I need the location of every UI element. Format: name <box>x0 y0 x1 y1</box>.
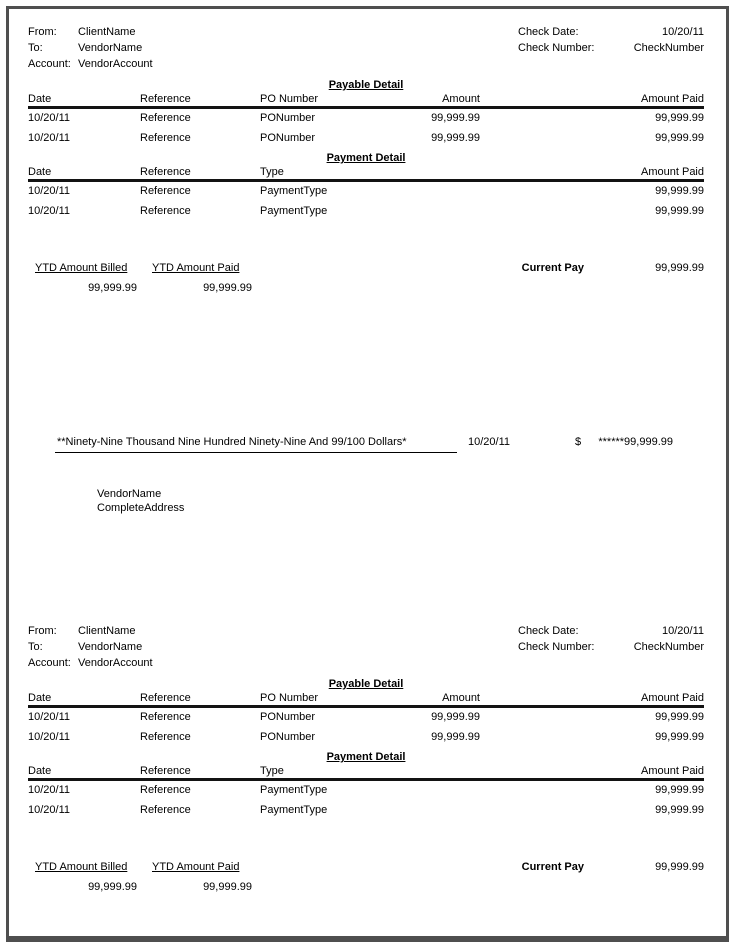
payment-col-header-date: Date <box>28 166 52 178</box>
payable-col-header-reference: Reference <box>140 93 191 105</box>
payment-cell-date: 10/20/11 <box>28 205 71 217</box>
payee-block <box>97 487 184 515</box>
current-pay-label: Current Pay <box>521 861 584 873</box>
spacer-cell <box>380 205 480 222</box>
payable-cell-reference: Reference <box>140 731 191 743</box>
to-row <box>28 641 704 657</box>
ytd-amount-billed-label: YTD Amount Billed <box>35 262 128 274</box>
stub-header-info <box>28 20 704 74</box>
ytd-amount-billed-value: 99,999.99 <box>88 282 137 294</box>
check-number-row <box>518 42 704 58</box>
ytd-amount-paid-value: 99,999.99 <box>203 881 252 893</box>
amount-in-words: **Ninety-Nine Thousand Nine Hundred Ninety-Nine And 99/100 Dollars* <box>55 436 457 453</box>
payable-col-header-reference: Reference <box>140 692 191 704</box>
from-label: From: <box>28 625 57 637</box>
check-date-label: Check Date: <box>518 26 579 38</box>
account-row <box>28 58 704 74</box>
stub-header-info <box>28 619 704 673</box>
payable-cell-amount: 99,999.99 <box>431 711 480 723</box>
payment-row <box>28 202 704 222</box>
payment-row <box>28 781 704 801</box>
payable-cell-po-number: PONumber <box>260 132 316 144</box>
check-number-value: CheckNumber <box>633 42 704 54</box>
payable-cell-po-number: PONumber <box>260 731 316 743</box>
payable-cell-reference: Reference <box>140 711 191 723</box>
client-name: ClientName <box>78 26 136 38</box>
check-date-row <box>518 26 704 42</box>
payment-cell-reference: Reference <box>140 205 191 217</box>
payment-col-header-type: Type <box>260 166 284 178</box>
ytd-amount-paid-label: YTD Amount Paid <box>152 262 240 274</box>
payable-col-header-amount-paid: Amount Paid <box>641 93 704 105</box>
payment-cell-type: PaymentType <box>260 185 328 197</box>
check-body <box>28 430 704 540</box>
ytd-values-row <box>28 282 704 295</box>
payment-cell-amount-paid: 99,999.99 <box>655 804 704 816</box>
check-number-value: CheckNumber <box>633 641 704 653</box>
payment-cell-amount-paid: 99,999.99 <box>655 185 704 197</box>
payable-cell-date: 10/20/11 <box>28 711 71 723</box>
payable-col-header-po-number: PO Number <box>260 93 319 105</box>
payment-col-header-reference: Reference <box>140 166 191 178</box>
check-date-value: 10/20/11 <box>661 625 704 637</box>
payable-cell-amount: 99,999.99 <box>431 112 480 124</box>
remittance-stub-top <box>9 20 726 295</box>
payment-cell-amount-paid: 99,999.99 <box>655 784 704 796</box>
payable-row <box>28 109 704 129</box>
payable-cell-amount: 99,999.99 <box>431 132 480 144</box>
account-row <box>28 657 704 673</box>
payment-col-header-type: Type <box>260 765 284 777</box>
ytd-values-row <box>28 881 704 894</box>
payable-cell-reference: Reference <box>140 112 191 124</box>
payment-cell-reference: Reference <box>140 185 191 197</box>
to-label: To: <box>28 42 43 54</box>
vendor-account: VendorAccount <box>78 58 153 70</box>
payment-cell-date: 10/20/11 <box>28 185 71 197</box>
check-date-value: 10/20/11 <box>661 26 704 38</box>
payment-cell-amount-paid: 99,999.99 <box>655 205 704 217</box>
spacer-cell <box>380 185 480 202</box>
payable-cell-amount-paid: 99,999.99 <box>655 112 704 124</box>
ytd-amount-paid-value: 99,999.99 <box>203 282 252 294</box>
payee-name: VendorName <box>97 488 162 500</box>
payable-col-header-amount-paid: Amount Paid <box>641 692 704 704</box>
payable-col-header-amount: Amount <box>442 93 480 105</box>
payment-cell-type: PaymentType <box>260 804 328 816</box>
spacer-cell <box>380 765 480 778</box>
payable-cell-amount: 99,999.99 <box>431 731 480 743</box>
payment-cell-reference: Reference <box>140 784 191 796</box>
payable-cell-po-number: PONumber <box>260 112 316 124</box>
payee-address: CompleteAddress <box>97 502 185 514</box>
payable-cell-date: 10/20/11 <box>28 132 71 144</box>
ytd-summary-row <box>28 861 704 875</box>
payable-cell-po-number: PONumber <box>260 711 316 723</box>
ytd-summary-row <box>28 262 704 276</box>
account-label: Account: <box>28 58 71 70</box>
check-date-row <box>518 625 704 641</box>
payable-detail-title: Payable Detail <box>328 678 404 690</box>
current-pay-value: 99,999.99 <box>655 861 704 873</box>
payable-col-header-amount: Amount <box>442 692 480 704</box>
vendor-name: VendorName <box>78 641 143 653</box>
ytd-amount-paid-label: YTD Amount Paid <box>152 861 240 873</box>
vendor-name: VendorName <box>78 42 143 54</box>
payable-row <box>28 728 704 748</box>
payment-cell-type: PaymentType <box>260 205 328 217</box>
payable-row <box>28 129 704 149</box>
payment-col-header-reference: Reference <box>140 765 191 777</box>
payable-header-row <box>28 93 704 106</box>
spacer-cell <box>380 804 480 821</box>
payable-col-header-po-number: PO Number <box>260 692 319 704</box>
remittance-stub-bottom <box>9 619 726 894</box>
from-row <box>28 625 704 641</box>
from-row <box>28 26 704 42</box>
vendor-account: VendorAccount <box>78 657 153 669</box>
check-number-row <box>518 641 704 657</box>
payment-row <box>28 801 704 821</box>
payment-col-header-amount-paid: Amount Paid <box>641 166 704 178</box>
payment-header-row <box>28 166 704 179</box>
spacer-cell <box>380 166 480 179</box>
payment-cell-reference: Reference <box>140 804 191 816</box>
ytd-amount-billed-label: YTD Amount Billed <box>35 861 128 873</box>
from-label: From: <box>28 26 57 38</box>
current-pay-label: Current Pay <box>521 262 584 274</box>
payable-cell-date: 10/20/11 <box>28 731 71 743</box>
payable-cell-amount-paid: 99,999.99 <box>655 132 704 144</box>
check-date: 10/20/11 <box>468 436 511 448</box>
payable-header-row <box>28 692 704 705</box>
payment-col-header-amount-paid: Amount Paid <box>641 765 704 777</box>
to-row <box>28 42 704 58</box>
payable-row <box>28 708 704 728</box>
payment-detail-title: Payment Detail <box>326 152 406 164</box>
check-number-label: Check Number: <box>518 641 595 653</box>
spacer-cell <box>380 784 480 801</box>
currency-symbol: $ <box>575 436 582 448</box>
payment-row <box>28 182 704 202</box>
payable-cell-amount-paid: 99,999.99 <box>655 711 704 723</box>
payable-detail-title: Payable Detail <box>328 79 404 91</box>
payable-cell-date: 10/20/11 <box>28 112 71 124</box>
payment-header-row <box>28 765 704 778</box>
check-amount-numeric: ******99,999.99 <box>598 436 673 448</box>
payable-col-header-date: Date <box>28 692 52 704</box>
client-name: ClientName <box>78 625 136 637</box>
payment-cell-type: PaymentType <box>260 784 328 796</box>
check-document-page <box>6 6 729 942</box>
current-pay-value: 99,999.99 <box>655 262 704 274</box>
check-number-label: Check Number: <box>518 42 595 54</box>
payment-cell-date: 10/20/11 <box>28 804 71 816</box>
check-date-label: Check Date: <box>518 625 579 637</box>
to-label: To: <box>28 641 43 653</box>
payment-col-header-date: Date <box>28 765 52 777</box>
payable-cell-reference: Reference <box>140 132 191 144</box>
account-label: Account: <box>28 657 71 669</box>
payment-cell-date: 10/20/11 <box>28 784 71 796</box>
payable-col-header-date: Date <box>28 93 52 105</box>
payment-detail-title: Payment Detail <box>326 751 406 763</box>
ytd-amount-billed-value: 99,999.99 <box>88 881 137 893</box>
payable-cell-amount-paid: 99,999.99 <box>655 731 704 743</box>
